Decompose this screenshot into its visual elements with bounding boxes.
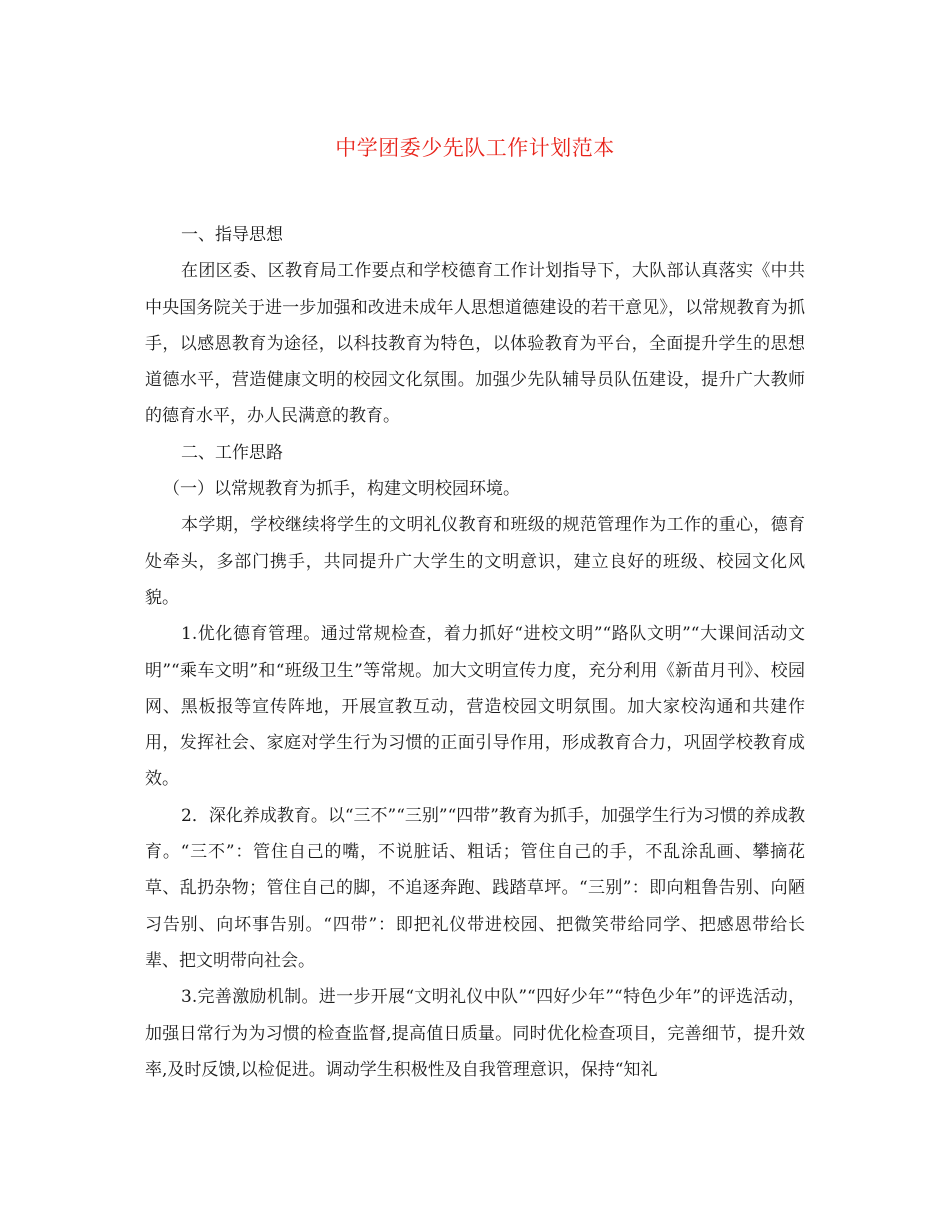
paragraph-item-3: 3.完善激励机制。进一步开展“文明礼仪中队”“四好少年”“特色少年”的评选活动，加强日常行为为习惯的检查监督,提高值日质量。同时优化检查项目，完善细节，提升效率,及时反馈,以检促进。调动学生积极性及自我管理意识，保持“知礼 bbox=[145, 987, 805, 1080]
paragraph-semester-plan: 本学期，学校继续将学生的文明礼仪教育和班级的规范管理作为工作的重心，德育处牵头，多部门携手，共同提升广大学生的文明意识，建立良好的班级、校园文化风貌。 bbox=[145, 515, 805, 608]
document-body bbox=[145, 217, 805, 1088]
document-title: 中学团委少先队工作计划范本 bbox=[335, 136, 615, 160]
heading-guiding-ideology: 一、指导思想 bbox=[181, 225, 283, 245]
heading-work-approach: 二、工作思路 bbox=[181, 442, 283, 463]
paragraph-item-1: 1.优化德育管理。通过常规检查，着力抓好“进校文明”“路队文明”“大课间活动文明”“乘车文明”和“班级卫生”等常规。加大文明宣传力度，充分利用《新苗月刊》、校园网、黑板报等宣传阵地，开展宣教互动，营造校园文明氛围。加大家校沟通和共建作用，发挥社会、家庭对学生行为习惯的正面引导作用，形成教育合力，巩固学校教育成效。 bbox=[145, 624, 805, 790]
subheading-routine-education: （一）以常规教育为抓手，构建文明校园环境。 bbox=[163, 479, 520, 500]
paragraph-guiding-ideology: 在团区委、区教育局工作要点和学校德育工作计划指导下，大队部认真落实《中共中央国务院关于进一步加强和改进未成年人思想道德建设的若干意见》，以常规教育为抓手，以感恩教育为途径，以科技教育为特色，以体验教育为平台，全面提升学生的思想道德水平，营造健康文明的校园文化氛围。加强少先队辅导员队伍建设，提升广大教师的德育水平，办人民满意的教育。 bbox=[145, 261, 805, 427]
paragraph-item-2: 2．深化养成教育。以“三不”“三别”“四带”教育为抓手，加强学生行为习惯的养成教育。“三不”：管住自己的嘴，不说脏话、粗话；管住自己的手，不乱涂乱画、攀摘花草、乱扔杂物；管住自己的脚，不追逐奔跑、践踏草坪。“三别”：即向粗鲁告别、向陋习告别、向坏事告别。“四带”：即把礼仪带进校园、把微笑带给同学、把感恩带给长辈、把文明带向社会。 bbox=[145, 805, 805, 971]
